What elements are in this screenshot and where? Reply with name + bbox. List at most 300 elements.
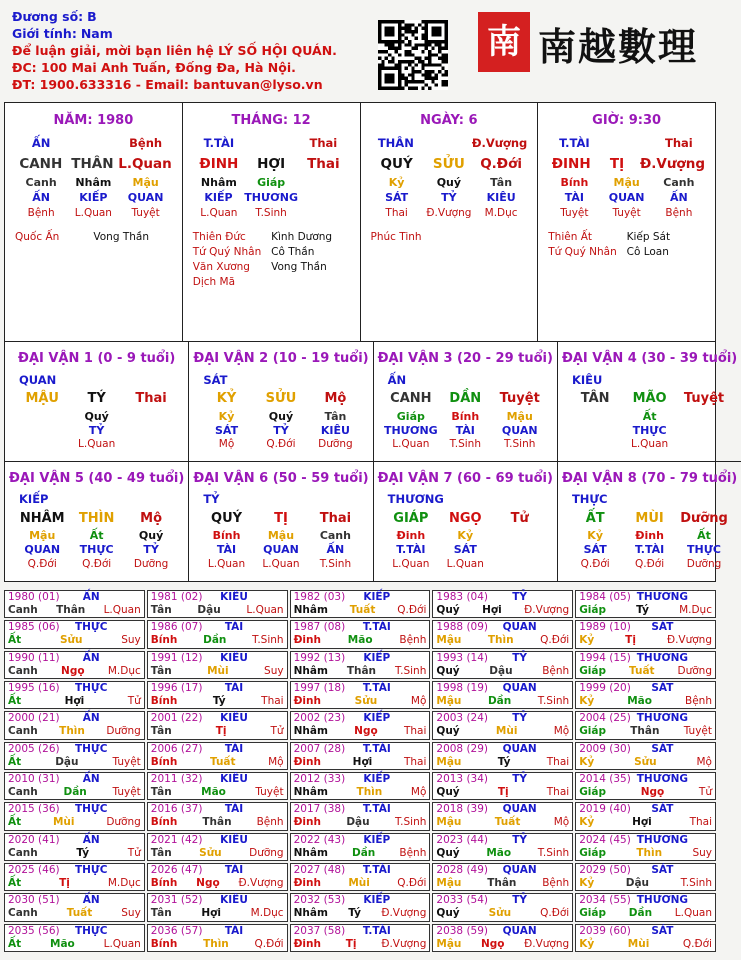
year-phase: T.Sinh (394, 816, 427, 829)
luck-hidden-row (562, 409, 737, 423)
year-label: 2007 (28) (293, 742, 346, 755)
year-god: THƯƠNG (636, 591, 689, 603)
luck-hidden-cell: Mậu (29, 529, 56, 542)
year-cell[interactable] (432, 924, 573, 952)
luck-main-cell: KỶ (216, 391, 237, 406)
seal-logo: 南 (478, 12, 530, 72)
year-line-2 (436, 695, 569, 708)
year-branch: Dần (628, 907, 653, 920)
year-branch: Tý (76, 846, 90, 859)
year-stem: Mậu (436, 634, 462, 647)
year-cell[interactable] (432, 772, 573, 800)
star-name: Quốc Ấn (15, 231, 60, 243)
year-stem: Giáp (579, 907, 607, 920)
year-label: 2029 (50) (579, 864, 631, 876)
year-cell[interactable] (432, 742, 573, 770)
year-cell[interactable] (4, 893, 145, 921)
year-label: 2015 (36) (8, 803, 60, 816)
year-line-1 (151, 682, 284, 695)
year-stem: Ất (8, 937, 22, 950)
year-stem: Đinh (293, 937, 321, 950)
year-god: QUAN (502, 682, 537, 694)
pillar-hphase-cell: Thai (385, 206, 408, 219)
year-line-2 (8, 907, 141, 920)
year-label: 1992 (13) (293, 651, 346, 664)
year-god: KIẾP (363, 591, 391, 603)
year-branch: Mùi (627, 937, 650, 950)
year-cell[interactable] (290, 924, 431, 952)
luck-hidden-cell: Mậu (506, 409, 533, 423)
year-label: 1997 (18) (293, 682, 346, 694)
year-stem: Nhâm (293, 786, 328, 798)
year-god: TỶ (512, 712, 527, 725)
stars-column (371, 230, 449, 245)
year-stem: Đinh (293, 755, 321, 768)
year-phase: Tuyệt (112, 755, 141, 768)
year-label: 1985 (06) (8, 621, 60, 634)
year-cell[interactable] (290, 590, 431, 618)
pillar (361, 103, 539, 341)
luck-hidden-cell: Quý (268, 409, 294, 423)
stars-column (93, 230, 171, 245)
year-god: THỰC (74, 682, 108, 694)
year-cell[interactable] (4, 620, 145, 648)
year-cell[interactable] (290, 863, 431, 891)
year-god: KIẾP (363, 833, 391, 846)
year-cell[interactable] (147, 711, 288, 739)
year-branch: Thân (346, 664, 377, 677)
year-cell[interactable] (147, 772, 288, 800)
year-label: 1986 (07) (150, 621, 203, 634)
year-cell[interactable] (575, 681, 716, 709)
year-cell[interactable] (432, 590, 573, 618)
year-god: QUAN (502, 742, 537, 755)
luck-period (558, 462, 741, 582)
luck-main-cell: TÂN (580, 391, 610, 406)
luck-phase-cell: Q.Đới (27, 557, 57, 570)
luck-main-row (562, 388, 737, 409)
luck-title: ĐẠI VẬN 3 (20 - 29 tuổi) (377, 351, 553, 366)
pillar-row-hgod (365, 190, 534, 205)
year-cell[interactable] (290, 651, 431, 679)
pillar-main-cell: SỬU (432, 156, 465, 172)
year-line-2 (151, 816, 284, 829)
year-line-1 (436, 591, 569, 604)
year-line-1 (8, 773, 141, 786)
year-branch: Tuất (209, 755, 236, 768)
year-line-1 (579, 591, 712, 604)
luck-phase-row (9, 437, 184, 451)
luck-phase-cell: Dưỡng (686, 557, 722, 570)
year-stem: Mậu (436, 816, 462, 829)
year-god: KIÊU (220, 712, 248, 725)
logo-text: 南越數理 (538, 24, 699, 69)
year-phase: Bệnh (256, 816, 284, 829)
year-cell[interactable] (290, 742, 431, 770)
year-branch: Tị (215, 725, 227, 738)
pillar-hgod-cell: KIẾP (79, 191, 108, 204)
luck-title: ĐẠI VẬN 7 (60 - 69 tuổi) (377, 470, 553, 486)
year-line-1 (436, 834, 569, 847)
year-cell[interactable] (4, 924, 145, 952)
year-stem: Quý (436, 725, 460, 738)
year-cell[interactable] (147, 924, 288, 952)
luck-hgod-cell: QUAN (24, 543, 61, 556)
year-label: 2004 (25) (579, 712, 631, 725)
luck-phase-cell: Q.Đới (580, 557, 610, 570)
luck-god-row (193, 491, 368, 508)
year-stem: Mậu (436, 695, 462, 707)
year-branch: Sửu (199, 846, 222, 859)
contact-line-1: Để luận giải, mời bạn liên hệ LÝ SỐ HỘI QUÁN. (12, 43, 337, 58)
year-cell[interactable] (575, 772, 716, 800)
year-phase: Thai (546, 755, 570, 768)
year-cell[interactable] (575, 924, 716, 952)
luck-phase-cell: Q.Đới (266, 438, 296, 450)
year-stem: Tân (150, 604, 172, 616)
year-line-2 (8, 725, 141, 738)
year-cell[interactable] (432, 802, 573, 830)
year-phase: Tử (698, 786, 712, 798)
luck-hgod-cell: SÁT (214, 423, 239, 437)
year-label: 2010 (31) (8, 773, 60, 785)
year-phase: Mộ (696, 755, 712, 768)
luck-main-row (562, 508, 737, 529)
year-god: THƯƠNG (636, 773, 689, 785)
luck-hidden-cell: Giáp (396, 409, 425, 423)
year-label: 1991 (12) (150, 651, 203, 664)
luck-main-cell: TÝ (87, 391, 106, 406)
year-cell[interactable] (147, 833, 288, 861)
year-cell[interactable] (147, 742, 288, 770)
year-cell[interactable] (290, 772, 431, 800)
year-god: T.TÀI (362, 924, 391, 937)
year-god: THỰC (74, 864, 108, 876)
year-cell[interactable] (147, 893, 288, 921)
year-cell[interactable] (147, 802, 288, 830)
year-line-1 (436, 803, 569, 816)
pillar-row-main (365, 153, 534, 175)
year-label: 1994 (15) (579, 651, 631, 664)
year-label: 2003 (24) (436, 712, 489, 725)
year-line-2 (579, 907, 712, 920)
year-god: TỶ (512, 894, 527, 907)
luck-god-row (193, 371, 368, 388)
luck-hidden-row (378, 409, 553, 423)
year-branch: Mùi (207, 664, 229, 677)
year-line-1 (294, 773, 427, 786)
year-cell[interactable] (147, 863, 288, 891)
year-branch: Mão (347, 634, 373, 647)
luck-hidden-cell: Kỷ (457, 529, 474, 542)
luck-main-cell: SỬU (265, 391, 297, 406)
year-line-2 (436, 756, 569, 769)
star-name: Kình Dương (271, 231, 333, 243)
annual-grid (4, 590, 716, 952)
year-phase: Q.Đới (540, 634, 570, 647)
year-cell[interactable] (432, 651, 573, 679)
luck-title: ĐẠI VẬN 6 (50 - 59 tuổi) (193, 470, 369, 486)
pillar-god-cell: Đ.Vượng (471, 136, 528, 150)
pillar-hgod-cell: ẤN (32, 191, 50, 204)
year-label: 1998 (19) (436, 682, 489, 694)
year-cell[interactable] (575, 802, 716, 830)
pillar-title: GIỜ: 9:30 (592, 113, 662, 128)
year-label: 2028 (49) (436, 864, 489, 876)
luck-god: KIẾP (19, 492, 49, 506)
year-stem: Quý (436, 907, 460, 920)
year-line-2 (8, 756, 141, 769)
year-phase: Thai (261, 695, 284, 707)
year-god: QUAN (502, 924, 537, 937)
year-cell[interactable] (575, 590, 716, 618)
year-label: 2013 (34) (436, 773, 489, 785)
year-line-1 (436, 682, 569, 695)
pillar-hphase-cell: Bệnh (665, 206, 693, 219)
pillar-hgod-cell: KIÊU (486, 191, 516, 204)
luck-phase-row (193, 557, 368, 571)
year-cell[interactable] (575, 651, 716, 679)
luck-hidden-row (193, 409, 368, 423)
year-phase: M.Dục (107, 664, 141, 677)
year-cell[interactable] (575, 742, 716, 770)
year-cell[interactable] (4, 772, 145, 800)
year-god: KIẾP (363, 773, 391, 785)
year-branch: Thìn (636, 846, 663, 859)
year-cell[interactable] (290, 711, 431, 739)
year-branch: Mão (627, 695, 652, 707)
year-line-2 (151, 907, 284, 920)
year-line-1 (436, 894, 569, 907)
year-god: KIÊU (220, 894, 248, 907)
pillar-main-cell: CANH (19, 156, 63, 172)
year-line-2 (8, 816, 141, 829)
year-god: THỰC (74, 621, 108, 634)
year-line-1 (151, 652, 284, 665)
year-branch: Dậu (489, 664, 513, 677)
year-cell[interactable] (4, 833, 145, 861)
year-stem: Bính (150, 755, 178, 768)
pillar-main-cell: HỢI (257, 156, 286, 172)
year-line-2 (8, 665, 141, 678)
year-god: TÀI (224, 742, 244, 755)
pillar-row-hidden (365, 175, 534, 190)
year-phase: T.Sinh (680, 877, 712, 889)
year-stem: Tân (150, 846, 172, 859)
year-phase: Suy (121, 634, 141, 647)
year-phase: T.Sinh (537, 846, 570, 859)
year-god: THƯƠNG (636, 712, 689, 725)
year-stem: Giáp (579, 846, 607, 859)
luck-main-cell: MÙI (635, 510, 664, 526)
luck-hidden-cell: Kỷ (218, 409, 235, 423)
pillar-god-cell: THÂN (377, 136, 414, 150)
year-cell[interactable] (432, 620, 573, 648)
star-name: Kiếp Sát (626, 231, 671, 243)
year-branch: Dần (203, 634, 227, 647)
year-branch: Dậu (197, 604, 221, 616)
year-line-2 (579, 604, 712, 617)
year-cell[interactable] (4, 651, 145, 679)
year-stem: Ất (8, 877, 22, 889)
year-stem: Ất (8, 695, 22, 707)
year-cell[interactable] (4, 863, 145, 891)
luck-phase-cell: Q.Đới (82, 557, 112, 570)
year-cell[interactable] (4, 590, 145, 618)
pillar-hgod-cell: TỶ (441, 191, 457, 204)
year-cell[interactable] (4, 711, 145, 739)
star-name: Vong Thần (271, 261, 327, 273)
year-line-2 (8, 695, 141, 708)
year-cell[interactable] (147, 681, 288, 709)
year-line-1 (8, 682, 141, 695)
stars-column (627, 230, 705, 260)
year-cell[interactable] (147, 651, 288, 679)
year-cell[interactable] (147, 590, 288, 618)
luck-phase-row (9, 557, 184, 571)
year-stem: Tân (150, 786, 172, 798)
year-line-1 (8, 834, 141, 847)
year-line-2 (8, 847, 141, 860)
year-phase: Tuyệt (255, 786, 284, 798)
year-phase: Thai (689, 816, 712, 829)
year-line-1 (151, 743, 284, 756)
year-cell[interactable] (432, 681, 573, 709)
luck-main-cell: NHÂM (19, 510, 65, 526)
luck-main-cell: Tuyệt (499, 391, 540, 406)
year-line-1 (294, 621, 427, 634)
luck-hgod-row (378, 423, 553, 437)
year-phase: Q.Đới (397, 604, 427, 616)
year-cell[interactable] (575, 863, 716, 891)
year-label: 2012 (33) (293, 773, 346, 785)
year-cell[interactable] (4, 742, 145, 770)
year-branch: Thân (56, 604, 86, 616)
year-phase: Dưỡng (249, 846, 284, 859)
year-label: 1995 (16) (8, 682, 60, 694)
year-cell[interactable] (575, 711, 716, 739)
year-cell[interactable] (4, 681, 145, 709)
year-cell[interactable] (432, 711, 573, 739)
luck-phase-cell: Dưỡng (318, 438, 353, 450)
year-line-2 (294, 756, 427, 769)
year-line-2 (579, 816, 712, 829)
year-line-2 (151, 938, 284, 951)
year-god: KIÊU (220, 591, 248, 603)
year-god: QUAN (502, 803, 537, 816)
year-cell[interactable] (4, 802, 145, 830)
contact-line-3: ĐT: 1900.633316 - Email: bantuvan@lyso.vn (12, 77, 323, 92)
year-branch: Tý (212, 695, 226, 707)
year-phase: Thai (546, 786, 570, 798)
stars-column (15, 230, 93, 245)
qr-code-icon[interactable] (378, 20, 448, 90)
pillar-main-cell: Q.Đới (480, 156, 523, 172)
luck-phase-cell: L.Quan (630, 438, 669, 450)
year-label: 2021 (42) (150, 833, 203, 846)
year-line-2 (436, 786, 569, 799)
star-name: Thiên Ất (548, 231, 592, 243)
year-label: 1999 (20) (579, 682, 631, 694)
year-phase: Bệnh (542, 877, 570, 889)
year-branch: Sửu (488, 907, 512, 920)
pillar-hphase-cell: T.Sinh (255, 206, 287, 219)
year-cell[interactable] (290, 893, 431, 921)
year-god: KIÊU (220, 833, 248, 846)
year-cell[interactable] (290, 681, 431, 709)
year-label: 2006 (27) (150, 742, 203, 755)
year-god: KIẾP (363, 712, 391, 725)
luck-hgod-cell: TỶ (143, 543, 159, 556)
year-cell[interactable] (290, 802, 431, 830)
pillar-hphase-cell: L.Quan (74, 206, 112, 219)
year-cell[interactable] (290, 833, 431, 861)
contact-line-2: ĐC: 100 Mai Anh Tuấn, Đống Đa, Hà Nội. (12, 60, 296, 75)
year-god: ẤN (82, 833, 100, 846)
year-line-1 (436, 652, 569, 665)
year-line-2 (8, 938, 141, 951)
star-name: Tứ Quý Nhân (192, 246, 262, 258)
year-phase: Dưỡng (106, 725, 141, 738)
pillar-stars (187, 230, 356, 290)
year-branch: Sửu (59, 634, 83, 647)
year-cell[interactable] (147, 620, 288, 648)
year-line-2 (579, 877, 712, 890)
year-cell[interactable] (290, 620, 431, 648)
star-name: Văn Xương (192, 261, 250, 273)
year-cell[interactable] (575, 620, 716, 648)
year-line-2 (151, 634, 284, 647)
year-stem: Kỷ (579, 634, 595, 647)
year-phase: Q.Đới (682, 937, 712, 950)
year-stem: Canh (8, 846, 38, 859)
year-cell[interactable] (575, 893, 716, 921)
year-line-2 (151, 604, 284, 617)
year-branch: Dậu (55, 755, 79, 768)
year-cell[interactable] (432, 833, 573, 861)
pillar-stars (542, 230, 711, 260)
year-cell[interactable] (575, 833, 716, 861)
year-line-2 (151, 695, 284, 708)
pillar-hgod-cell: TÀI (564, 191, 584, 204)
year-stem: Ất (8, 755, 22, 768)
luck-phase-cell: L.Quan (392, 438, 430, 450)
year-god: SÁT (651, 864, 674, 876)
luck-hgod-cell: TÀI (455, 423, 475, 437)
pillar-row-main (542, 153, 711, 175)
year-branch: Thìn (203, 937, 229, 950)
year-phase: Q.Đới (254, 937, 284, 950)
year-line-1 (579, 621, 712, 634)
pillar-main-cell: TỊ (609, 156, 625, 172)
year-line-2 (436, 877, 569, 890)
luck-phase-cell: T.Sinh (319, 557, 352, 570)
year-line-2 (436, 665, 569, 678)
year-stem: Tân (150, 907, 172, 920)
year-god: SÁT (651, 924, 674, 937)
luck-hgod-cell: THƯƠNG (383, 423, 438, 437)
year-stem: Tân (150, 725, 172, 738)
year-cell[interactable] (432, 863, 573, 891)
year-line-1 (579, 682, 712, 695)
luck-hidden-cell: Ất (642, 409, 657, 423)
year-cell[interactable] (432, 893, 573, 921)
year-stem: Tân (150, 664, 172, 677)
luck-god: THƯƠNG (387, 492, 444, 506)
year-label: 2026 (47) (150, 864, 203, 876)
year-line-2 (294, 938, 427, 951)
year-phase: L.Quan (103, 937, 141, 950)
